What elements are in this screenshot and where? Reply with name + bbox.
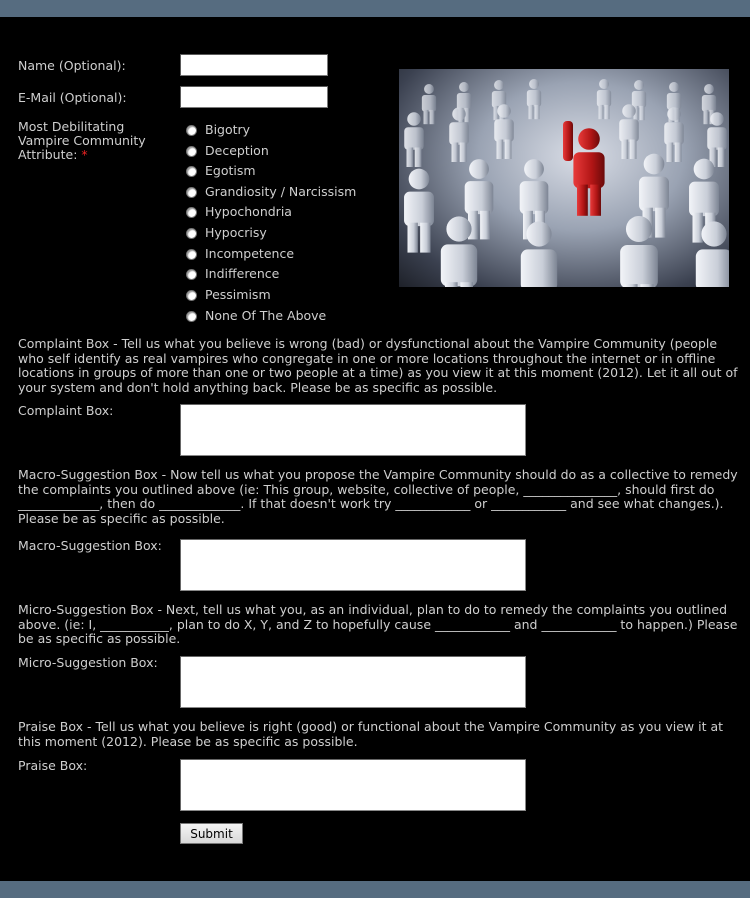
micro-textarea[interactable] <box>180 656 526 708</box>
radio-button[interactable] <box>186 146 197 157</box>
radio-button[interactable] <box>186 207 197 218</box>
praise-textarea[interactable] <box>180 759 526 811</box>
radio-option-grandiosity[interactable] <box>186 184 356 200</box>
attribute-label-text: Most Debilitating Vampire Community Attribute: <box>18 119 146 162</box>
praise-instructions: Praise Box - Tell us what you believe is right (good) or functional about the Vampire Community as you view it at this moment (2012). Please be as specific as possible. <box>18 719 724 749</box>
name-input[interactable] <box>180 54 328 76</box>
radio-option-hypocrisy[interactable] <box>186 225 267 241</box>
radio-label: Indifference <box>205 266 280 281</box>
radio-label: Bigotry <box>205 122 251 137</box>
complaint-textarea[interactable] <box>180 404 526 456</box>
radio-button[interactable] <box>186 269 197 280</box>
radio-option-incompetence[interactable] <box>186 246 294 262</box>
radio-label: Hypochondria <box>205 204 292 219</box>
radio-option-bigotry[interactable] <box>186 122 250 138</box>
radio-option-egotism[interactable] <box>186 163 256 179</box>
attribute-label <box>18 120 158 162</box>
micro-label: Micro-Suggestion Box: <box>18 655 158 670</box>
radio-button[interactable] <box>186 125 197 136</box>
radio-button[interactable] <box>186 228 197 239</box>
email-input[interactable] <box>180 86 328 108</box>
radio-button[interactable] <box>186 187 197 198</box>
email-label: E-Mail (Optional): <box>18 90 127 105</box>
radio-option-none[interactable] <box>186 308 326 324</box>
top-bar <box>0 0 750 17</box>
macro-textarea[interactable] <box>180 539 526 591</box>
complaint-instructions: Complaint Box - Tell us what you believe is wrong (bad) or dysfunctional about the Vampire Community (people who self identify as real vampires who congregate in one or more locations throughout the internet or in offline locations in groups of more than one or two people at a time) as you view it at this moment (2012). Let it all out of your system and don't hold anything back. Please be as specific as possible. <box>18 336 738 395</box>
radio-option-indifference[interactable] <box>186 266 279 282</box>
radio-option-pessimism[interactable] <box>186 287 271 303</box>
macro-instructions: Macro-Suggestion Box - Now tell us what you propose the Vampire Community should do as a collective to remedy the complaints you outlined above (ie: This group, website, collective of people, _______________, should first do _____________, then do _____________. If that doesn't work try ____________ or ____________ and see what changes.). Please be as specific as possible. <box>18 467 738 526</box>
radio-label: Pessimism <box>205 287 271 302</box>
crowd-with-red-figure-image <box>399 69 729 287</box>
name-label: Name (Optional): <box>18 58 126 73</box>
radio-label: Hypocrisy <box>205 225 267 240</box>
submit-button[interactable]: Submit <box>180 823 243 844</box>
bottom-bar <box>0 881 750 898</box>
radio-label: Deception <box>205 143 269 158</box>
radio-option-hypochondria[interactable] <box>186 204 292 220</box>
complaint-label: Complaint Box: <box>18 403 114 418</box>
radio-label: Grandiosity / Narcissism <box>205 184 357 199</box>
radio-button[interactable] <box>186 311 197 322</box>
macro-label: Macro-Suggestion Box: <box>18 538 162 553</box>
radio-label: Incompetence <box>205 246 295 261</box>
radio-option-deception[interactable] <box>186 143 269 159</box>
micro-instructions: Micro-Suggestion Box - Next, tell us what you, as an individual, plan to do to remedy the complaints you outlined above. (ie: I, ___________, plan to do X, Y, and Z to hopefully cause ____________ and ____________ to happen.) Please be as specific as possible. <box>18 602 738 646</box>
radio-button[interactable] <box>186 166 197 177</box>
radio-label: None Of The Above <box>205 308 327 323</box>
praise-label: Praise Box: <box>18 758 88 773</box>
raised-arm <box>563 121 573 161</box>
radio-label: Egotism <box>205 163 256 178</box>
radio-button[interactable] <box>186 249 197 260</box>
crowd-illustration <box>399 69 729 287</box>
required-marker: * <box>81 147 88 162</box>
radio-button[interactable] <box>186 290 197 301</box>
